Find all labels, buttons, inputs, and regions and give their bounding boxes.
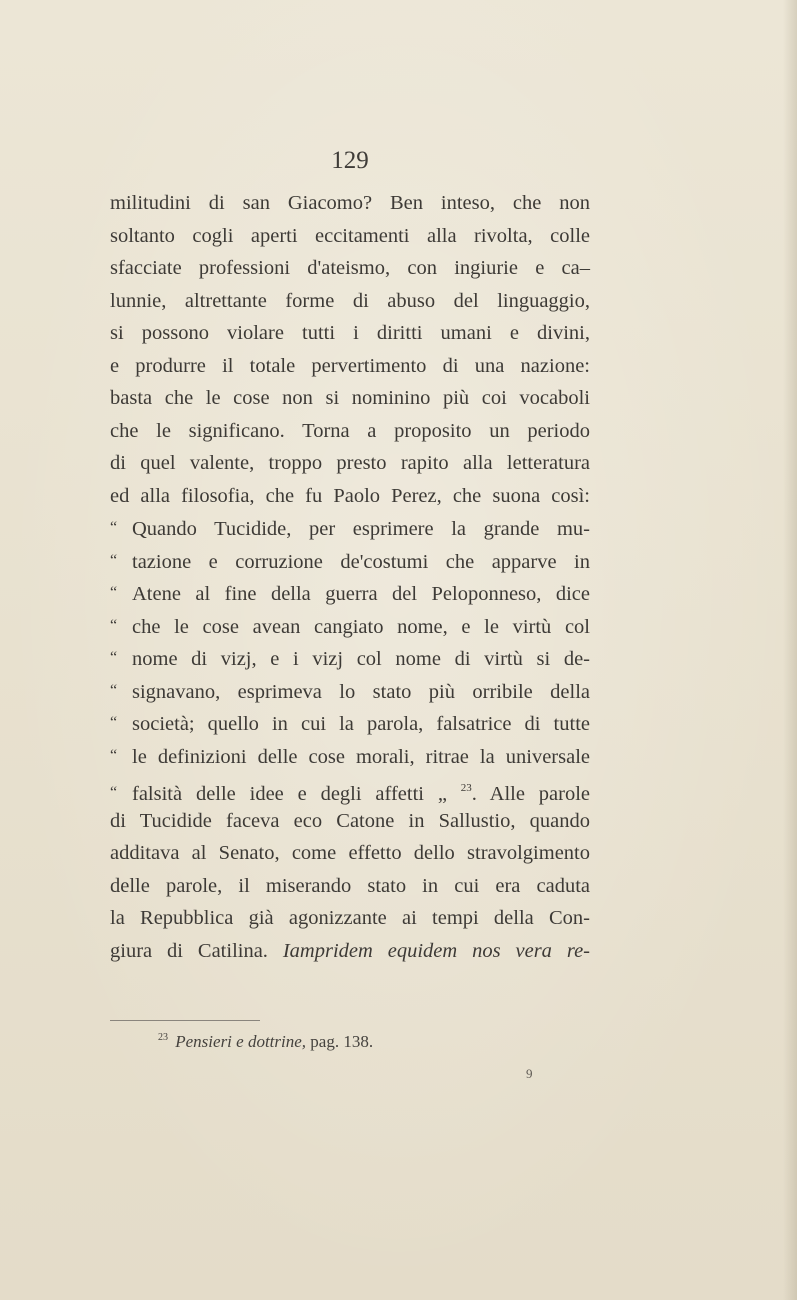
quote-line bbox=[110, 707, 590, 740]
quote-text: Quando Tucidide, per esprimere la grande mu- bbox=[132, 518, 590, 540]
text-line: lunnie, altrettante forme di abuso del linguaggio, bbox=[110, 289, 590, 312]
text-line: basta che le cose non si nominino più coi vocaboli bbox=[110, 387, 590, 409]
quote-line bbox=[110, 512, 590, 545]
text-line: delle parole, il miserando stato in cui era caduta bbox=[110, 874, 590, 897]
text-line: soltanto cogli aperti eccitamenti alla rivolta, colle bbox=[110, 224, 590, 247]
text-line: la Repubblica già agonizzante ai tempi della Con- bbox=[110, 907, 590, 929]
quote-text: falsità delle idee e degli affetti „ bbox=[132, 783, 447, 805]
text-line: additava al Senato, come effetto dello stravolgimento bbox=[110, 842, 590, 864]
body-text bbox=[110, 187, 590, 967]
quote-mark: “ bbox=[110, 681, 118, 699]
quote-mark: “ bbox=[110, 519, 118, 536]
text-line: e produrre il totale pervertimento di una nazione: bbox=[110, 354, 590, 377]
quote-line bbox=[110, 577, 590, 610]
footnote bbox=[158, 1032, 578, 1052]
text-line-start: giura di Catilina. bbox=[110, 939, 268, 962]
footnote-page: pag. 138. bbox=[310, 1032, 374, 1051]
quote-mark: “ bbox=[110, 784, 118, 801]
quote-text: che le cose avean cangiato nome, e le virtù col bbox=[132, 615, 590, 638]
quote-continuation: . Alle parole bbox=[471, 783, 591, 805]
footnote-title: Pensieri e dottrine, bbox=[175, 1032, 307, 1051]
quote-text: tazione e corruzione de'costumi che apparve in bbox=[132, 550, 590, 573]
page-number: 129 bbox=[331, 147, 369, 174]
text-line: militudini di san Giacomo? Ben inteso, che non bbox=[110, 192, 590, 214]
footnote-number: 23 bbox=[158, 1032, 168, 1043]
quote-line bbox=[110, 545, 590, 578]
quote-mark: “ bbox=[110, 616, 118, 634]
text-line: di quel valente, troppo presto rapito alla letteratura bbox=[110, 452, 590, 474]
quote-line bbox=[110, 675, 590, 708]
quote-mark: “ bbox=[110, 584, 118, 601]
footnote-reference[interactable]: 23 bbox=[460, 782, 472, 794]
printer-signature: 9 bbox=[526, 1066, 533, 1081]
text-line: sfacciate professioni d'ateismo, con ingiurie e ca– bbox=[110, 257, 590, 279]
quote-line bbox=[110, 642, 590, 675]
text-line: si possono violare tutti i diritti umani e divini, bbox=[110, 322, 590, 344]
text-line: di Tucidide faceva eco Catone in Sallustio, quando bbox=[110, 809, 590, 832]
quote-mark: “ bbox=[110, 551, 118, 569]
text-line bbox=[110, 935, 590, 968]
quote-mark: “ bbox=[110, 714, 118, 731]
quote-line bbox=[110, 740, 590, 773]
footnote-separator bbox=[110, 1020, 260, 1021]
quote-text: nome di vizj, e i vizj col nome di virtù si de- bbox=[132, 648, 590, 670]
quote-text: le definizioni delle cose morali, ritrae la universale bbox=[132, 745, 590, 768]
quote-mark: “ bbox=[110, 649, 118, 666]
text-line: che le significano. Torna a proposito un periodo bbox=[110, 419, 590, 442]
quote-text: Atene al fine della guerra del Peloponneso, dice bbox=[132, 583, 590, 605]
latin-quotation: Iampridem equidem nos vera re- bbox=[282, 939, 590, 962]
quote-line bbox=[110, 772, 590, 805]
quote-line bbox=[110, 610, 590, 643]
quote-text: signavano, esprimeva lo stato più orribile della bbox=[132, 680, 590, 703]
quote-text: società; quello in cui la parola, falsatrice di tutte bbox=[132, 713, 590, 735]
page-edge-shadow bbox=[783, 0, 797, 1300]
quote-mark: “ bbox=[110, 746, 118, 764]
text-line: ed alla filosofia, che fu Paolo Perez, che suona così: bbox=[110, 484, 590, 507]
